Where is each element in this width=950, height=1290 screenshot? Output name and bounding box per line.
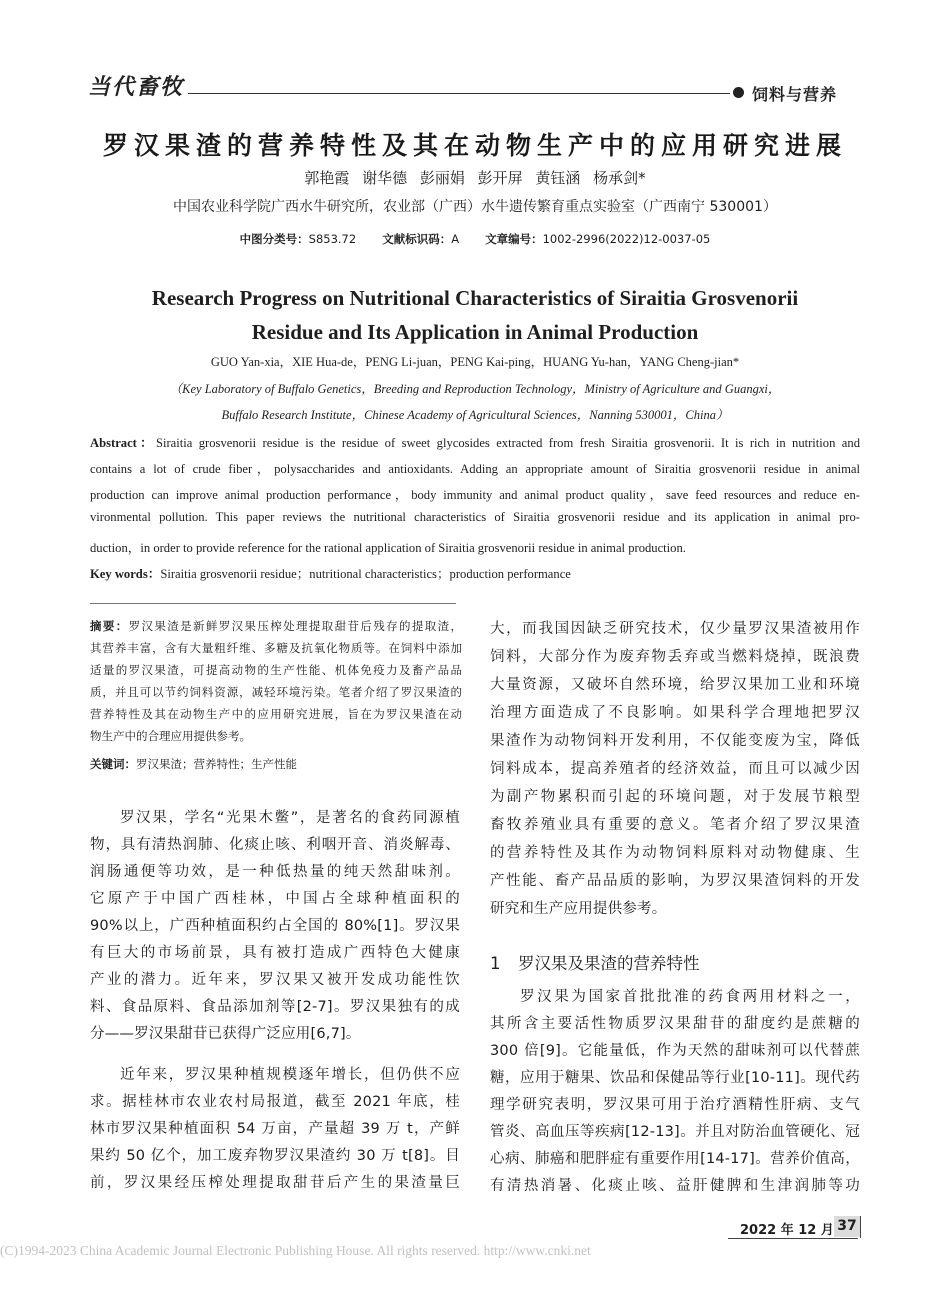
abstract-cn-line: 适量的罗汉果渣，可提高动物的生产性能、机体免疫力及畜产品品 [90, 663, 462, 677]
body-line: 其所含主要活性物质罗汉果甜苷的甜度约是蔗糖的 [490, 1016, 860, 1032]
header-rule [188, 93, 730, 94]
keywords-cn-label: 关键词： [90, 757, 136, 771]
body-line: 糖，应用于糖果、饮品和保健品等行业[10-11]。现代药 [490, 1070, 860, 1086]
english-abstract-line: Abstract：Siraitia grosvenorii residue is the residue of sweet glycosides extracted from fresh Siraitia grosvenorii. It is rich in nutrition and [90, 436, 860, 450]
abstract-label: Abstract： [90, 436, 156, 450]
body-line: 有清热消暑、化痰止咳、益肝健脾和生津润肺等功 [490, 1178, 860, 1194]
body-line: 的营养特性及其作为动物饲料原料对动物健康、生 [490, 845, 860, 861]
abstract-cn-label: 摘要： [90, 619, 129, 633]
affiliation-cn: 中国农业科学院广西水牛研究所，农业部（广西）水牛遗传繁育重点实验室（广西南宁 530001） [173, 199, 777, 215]
section-number: 1 [490, 954, 501, 973]
body-line: 分——罗汉果甜苷已获得广泛应用[6,7]。 [90, 1026, 361, 1042]
body-line: 研究和生产应用提供参考。 [490, 901, 667, 917]
keywords-label: Key words： [90, 567, 161, 581]
body-line: 罗汉果，学名“光果木鳖”，是著名的食药同源植 [120, 810, 460, 826]
body-line: 前，罗汉果经压榨处理提取甜苷后产生的果渣量巨 [90, 1175, 460, 1191]
keywords-cn: 关键词：罗汉果渣；营养特性；生产性能 [90, 757, 297, 771]
body-line: 畜牧养殖业具有重要的意义。笔者介绍了罗汉果渣 [490, 817, 860, 833]
journal-logo: 当代畜牧 [88, 74, 185, 100]
body-line: 果渣作为动物饲料开发利用，不仅能变废为宝，降低 [490, 733, 860, 749]
article-number-value: 1002-2996(2022)12-0037-05 [542, 232, 711, 246]
abstract-cn-line: 质，并且可以节约饲料资源，减轻环境污染。笔者介绍了罗汉果渣的 [90, 685, 462, 699]
body-line: 90%以上，广西种植面积约占全国的 80%[1]。罗汉果 [90, 918, 460, 934]
article-number-label: 文章编号： [485, 232, 543, 246]
footer-rule [728, 1238, 858, 1239]
body-line: 管炎、高血压等疾病[12-13]。并且对防治血管硬化、冠 [490, 1124, 860, 1140]
english-keywords: Key words：Siraitia grosvenorii residue；nutritional characteristics；production performance [90, 567, 571, 581]
body-line: 料、食品原料、食品添加剂等[2-7]。罗汉果独有的成 [90, 999, 460, 1015]
abstract-cn-line: 其营养丰富，含有大量粗纤维、多糖及抗氧化物质等。在饲料中添加 [90, 641, 462, 655]
abstract-cn-line: 物生产中的合理应用提供参考。 [90, 729, 251, 743]
section-label: 饲料与营养 [752, 85, 838, 104]
english-abstract-line: contains a lot of crude fiber，polysaccharides and antioxidants. Adding an appropriate amount of Siraitia grosvenorii residue in animal [90, 462, 860, 476]
body-line: 心病、肺癌和肥胖症有重要作用[14-17]。营养价值高， [490, 1151, 860, 1167]
body-line: 大，而我国因缺乏研究技术，仅少量罗汉果渣被用作 [490, 621, 860, 637]
body-line: 林市罗汉果种植面积 54 万亩，产量超 39 万 t，产鲜 [90, 1121, 460, 1137]
body-line: 300 倍[9]。它能量低，作为天然的甜味剂可以代替蔗 [490, 1043, 860, 1059]
body-line: 近年来，罗汉果种植规模逐年增长，但仍供不应 [120, 1067, 460, 1083]
english-authors: GUO Yan-xia，XIE Hua-de，PENG Li-juan，PENG Kai-ping，HUANG Yu-han，YANG Cheng-jian* [210, 355, 740, 369]
footer-tick [860, 1216, 861, 1238]
body-line: 它原产于中国广西桂林，中国占全球种植面积的 [90, 891, 460, 907]
body-line: 理学研究表明，罗汉果可用于治疗酒精性肝病、支气 [490, 1097, 860, 1113]
english-abstract-line: vironmental pollution. This paper reviews the nutritional characteristics of Siraitia grosvenorii residue and its application in animal pro- [90, 510, 860, 524]
body-line: 产业的潜力。近年来，罗汉果又被开发成功能性饮 [90, 972, 460, 988]
body-line: 求。据桂林市农业农村局报道，截至 2021 年底，桂 [90, 1094, 460, 1110]
section-heading [490, 950, 700, 974]
doc-code-label: 文献标识码： [382, 232, 452, 246]
body-line: 为副产物累积而引起的环境问题，对于发展节粮型 [490, 789, 860, 805]
english-affiliation-line: Buffalo Research Institute，Chinese Academy of Agricultural Sciences，Nanning 530001，China） [221, 408, 729, 422]
english-title-line: Residue and Its Application in Animal Production [251, 320, 699, 344]
bullet-icon [733, 87, 744, 98]
body-line: 治理方面造成了不良影响。如果科学合理地把罗汉 [490, 705, 860, 721]
abstract-cn-line: 摘要：罗汉果渣是新鲜罗汉果压榨处理提取甜苷后残存的提取渣， [90, 619, 462, 633]
issue-date: 2022 年 12 月 [740, 1223, 834, 1238]
clc-label: 中图分类号： [239, 232, 309, 246]
abstract-cn-line: 营养特性及其在动物生产中的应用研究进展，旨在为罗汉果渣在动 [90, 707, 462, 721]
body-line: 有巨大的市场前景，具有被打造成广西特色大健康 [90, 945, 460, 961]
page-title: 罗汉果渣的营养特性及其在动物生产中的应用研究进展 [102, 131, 847, 160]
abstract-divider [90, 603, 456, 604]
body-line: 物，具有清热润肺、化痰止咳、利咽开音、消炎解毒、 [90, 837, 460, 853]
section-title: 罗汉果及果渣的营养特性 [518, 954, 700, 973]
body-line: 罗汉果为国家首批批准的药食两用材料之一， [520, 989, 860, 1005]
article-meta [0, 231, 950, 247]
english-title-line: Research Progress on Nutritional Characteristics of Siraitia Grosvenorii [151, 286, 799, 310]
doc-code-value: A [451, 232, 460, 246]
english-affiliation-line: （Key Laboratory of Buffalo Genetics，Breeding and Reproduction Technology，Ministry of Agriculture and Guangxi， [169, 382, 781, 396]
body-line: 产性能、畜产品品质的影响，为罗汉果渣饲料的开发 [490, 873, 860, 889]
body-line: 饲料成本，提高养殖者的经济效益，而且可以减少因 [490, 761, 860, 777]
body-line: 饲料，大部分作为废弃物丢弃或当燃料烧掉，既浪费 [490, 649, 860, 665]
copyright-watermark: (C)1994-2023 China Academic Journal Electronic Publishing House. All rights reserved. http://www.cnki.net [0, 1243, 591, 1258]
clc-value: S853.72 [308, 232, 357, 246]
body-line: 果约 50 亿个，加工废弃物罗汉果渣约 30 万 t[8]。目 [90, 1148, 460, 1164]
english-abstract-line: duction，in order to provide reference for the rational application of Siraitia grosvenorii residue in animal production. [90, 541, 686, 555]
english-abstract-line: production can improve animal production performance，body immunity and animal product quality，save feed resources and reduce en- [90, 488, 860, 502]
page-number: 37 [834, 1216, 860, 1237]
body-line: 大量资源，又破坏自然环境，给罗汉果加工业和环境 [490, 677, 860, 693]
authors-cn: 郭艳霞 谢华德 彭丽娟 彭开屏 黄钰涵 杨承剑* [304, 169, 646, 187]
body-line: 润肠通便等功效，是一种低热量的纯天然甜味剂。 [90, 864, 460, 880]
